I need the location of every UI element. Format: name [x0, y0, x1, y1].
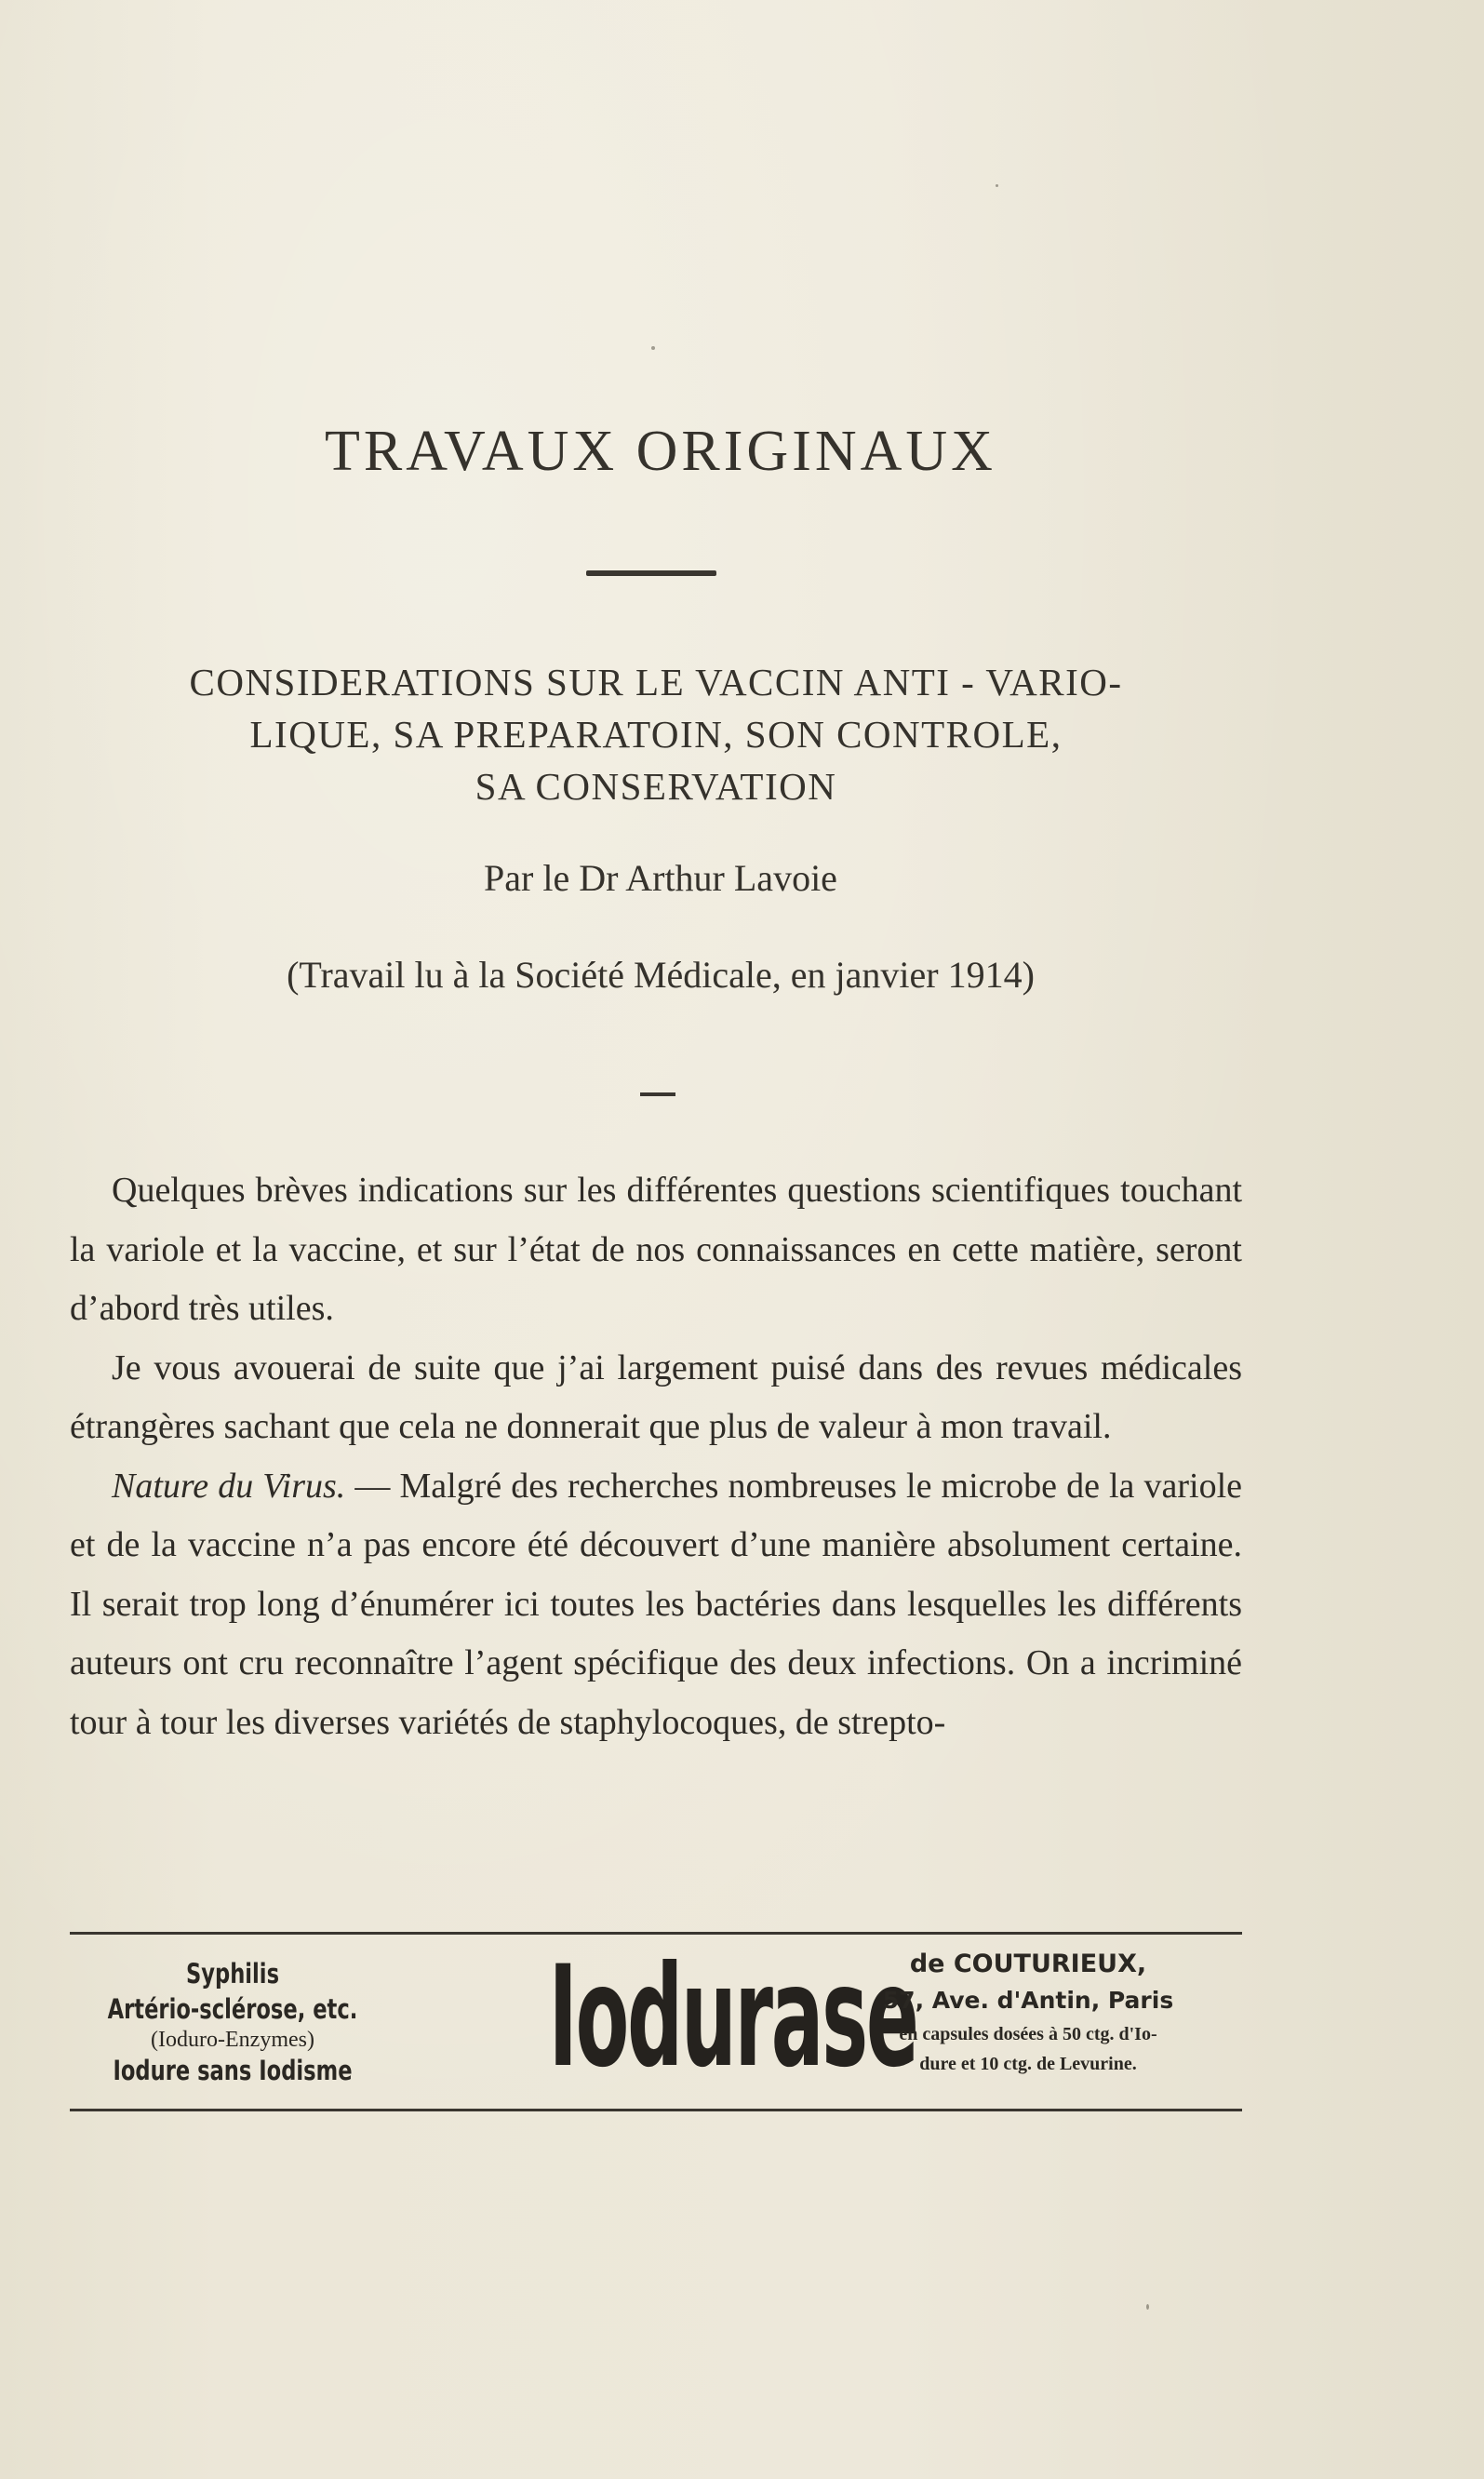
ad-indication-4: Iodure sans Iodisme — [113, 2055, 353, 2086]
advertisement-right-block — [809, 1947, 1247, 2079]
article-title-line-2: LIQUE, SA PREPARATOIN, SON CONTROLE, — [249, 713, 1063, 756]
short-separator-rule — [640, 1092, 675, 1096]
paper-speck — [1146, 2304, 1149, 2310]
article-author: Par le Dr Arthur Lavoie — [484, 857, 837, 899]
body-paragraph-2: Je vous avouerai de suite que j’ai largement puisé dans des revues médicales étrangères sachant que cela ne donnerait que plus de valeur à mon travail. — [70, 1347, 1242, 1446]
article-title-line-1: CONSIDERATIONS SUR LE VACCIN ANTI - VARIO- — [189, 661, 1123, 704]
paper-speck — [651, 346, 655, 350]
ad-brand-name: Iodurase — [548, 1936, 917, 2098]
ad-dosage-1: en capsules dosées à 50 ctg. d'Io- — [899, 2024, 1157, 2044]
paper-speck — [996, 184, 998, 187]
ad-indication-3: (Ioduro-Enzymes) — [151, 2028, 314, 2052]
article-title-line-3: SA CONSERVATION — [475, 765, 837, 808]
body-paragraph-3 — [70, 1457, 1242, 1753]
ad-address: 57, Ave. d'Antin, Paris — [882, 1987, 1174, 2014]
article-title — [65, 656, 1247, 812]
advertisement-top-rule — [70, 1932, 1242, 1935]
advertisement-left-block — [65, 1956, 400, 2088]
ad-indication-2: Artério-sclérose, etc. — [107, 1993, 358, 2025]
paragraph-heading: Nature du Virus. — [112, 1466, 346, 1506]
paper-speck — [516, 1489, 519, 1492]
title-separator-rule — [586, 570, 716, 576]
ad-dosage-2: dure et 10 ctg. de Levurine. — [919, 2054, 1137, 2074]
article-body — [70, 1161, 1242, 1752]
ad-maker: de COUTURIEUX, — [909, 1950, 1147, 1978]
article-note: (Travail lu à la Société Médicale, en janvier 1914) — [287, 954, 1035, 996]
section-title: TRAVAUX ORIGINAUX — [325, 420, 996, 483]
ad-indication-1: Syphilis — [185, 1958, 280, 1990]
advertisement-bottom-rule — [70, 2109, 1242, 2111]
advertisement-brand — [404, 1936, 917, 2098]
body-paragraph-1: Quelques brèves indications sur les différentes questions scientifiques touchant la variole et la vaccine, et sur l’état de nos connaissances en cette matière, seront d’abord très utiles. — [70, 1171, 1242, 1328]
paragraph-3-text: — Malgré des recherches nombreuses le microbe de la variole et de la vaccine n’a pas encore été découvert d’une manière absolument certaine. Il serait trop long d’énumérer ici toutes les bactéries dans lesquelles les différents auteurs ont cru reconnaître l’agent spécifique des deux infections. On a incriminé tour à tour les diverses variétés de staphylocoques, de strepto- — [70, 1466, 1242, 1742]
